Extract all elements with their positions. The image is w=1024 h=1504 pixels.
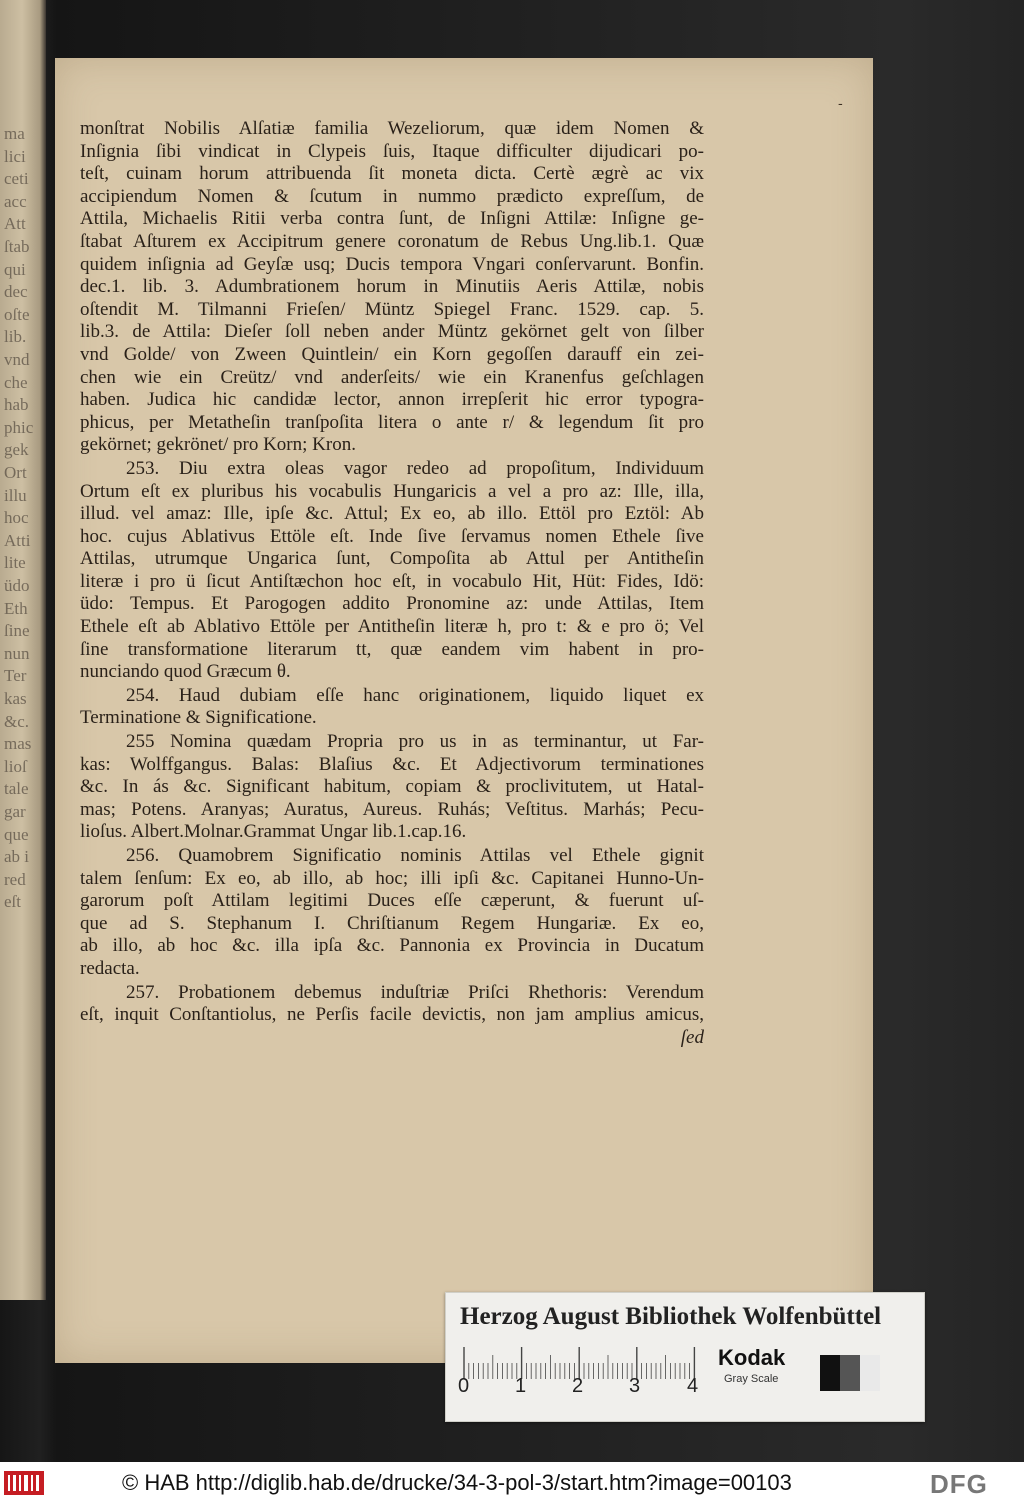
facing-page-fragment: illu xyxy=(4,485,27,505)
facing-page-fragment: eſt xyxy=(4,892,21,912)
facing-page-fragment: Atti xyxy=(4,530,31,550)
facing-page-fragment: ſine xyxy=(4,621,30,641)
library-color-card xyxy=(445,1292,925,1422)
text-line: lib.3. de Attila: Dieſer ſoll neben ander Müntz gekörnet gelt von ſilber xyxy=(80,321,704,343)
facing-page-fragment: dec xyxy=(4,282,28,302)
ruler-numbers xyxy=(458,1375,720,1401)
facing-page-fragment: ma xyxy=(4,124,25,143)
ruler-number-1: 1 xyxy=(515,1375,527,1397)
text-line: que ad S. Stephanum I. Chriſtianum Regem Hungariæ. Ex eo, xyxy=(80,912,704,934)
facing-page-fragment: &c. xyxy=(4,711,30,731)
facing-page-fragment: nun xyxy=(4,643,30,663)
text-line: 257. Probationem debemus induſtriæ Priſci Rhethoris: Verendum xyxy=(126,981,704,1003)
facing-page-fragment: che xyxy=(4,372,28,392)
swatch-light xyxy=(860,1355,880,1391)
gray-swatch xyxy=(820,1355,880,1391)
text-line: Attilas, utrumque Ungarica ſunt, Compoſita ab Attul per Antitheſin xyxy=(80,548,704,570)
text-line: literæ i pro ü ſicut Antiſtæchon hoc eſt, in vocabulo Hit, Hüt: Fides, Idö: xyxy=(80,570,704,592)
facing-page-fragment: qui xyxy=(4,259,26,279)
facing-page-fragment: Att xyxy=(4,214,26,234)
facing-page-fragment: kas xyxy=(4,689,27,708)
facing-page-fragment: gek xyxy=(4,440,29,460)
text-line: Ethele eſt ab Ablativo Ettöle per Antitheſin literæ h, pro t: & e pro ö; Vel xyxy=(80,616,704,638)
text-line: Attila, Michaelis Ritii verba contra ſunt, de Inſigni Attilæ: Inſigne ge- xyxy=(80,208,704,230)
text-line: illud. vel amaz: Ille, ipſe &c. Attul; Ex eo, ab illo. Ettöl pro Eztöl: Ab xyxy=(80,503,704,525)
text-line: gekörnet; gekrönet/ pro Korn; Kron. xyxy=(80,434,356,456)
text-line: oſtendit M. Tilmanni Frieſen/ Müntz Spiegel Franc. 1529. cap. 5. xyxy=(80,298,704,320)
text-line: nunciando quod Græcum θ. xyxy=(80,661,291,683)
facing-page-fragment: tale xyxy=(4,779,29,799)
facing-page-fragment: Ter xyxy=(4,666,27,686)
facing-page-fragment: hoc xyxy=(4,508,29,528)
gray-scale-label: Gray Scale xyxy=(724,1373,779,1385)
text-line: haben. Judica hic candidæ lector, annon irrepſerit hic error typogra- xyxy=(80,389,704,411)
text-line: accipiendum Nomen & ſcutum in nummo prædicto expreſſum, de xyxy=(80,185,704,207)
text-line: ſine transformatione literarum tt, quæ eandem vim habent in pro- xyxy=(80,638,704,660)
text-line: ſtabat Aſturem ex Accipitrum genere coronatum de Rebus Ung.lib.1. Quæ xyxy=(80,230,704,252)
text-line: &c. In ás &c. Significant habitum, copiam & proclivitutem, ut Hatal- xyxy=(80,776,704,798)
swatch-black xyxy=(820,1355,840,1391)
text-line: 256. Quamobrem Significatio nominis Attilas vel Ethele gignit xyxy=(126,845,704,866)
text-line: garorum poſt Attilam legitimi Duces eſſe cæperunt, & fuerunt uſ- xyxy=(80,890,704,912)
kodak-brand: Kodak xyxy=(718,1345,786,1370)
text-line: vnd Golde/ von Zween Quintlein/ ein Korn gegoſſen darauff ein zei- xyxy=(80,343,704,365)
facing-page-fragment: lite xyxy=(4,553,26,573)
text-line: Terminatione & Significatione. xyxy=(80,707,317,729)
facing-page-edge xyxy=(0,0,46,1300)
facing-page-fragment: üdo xyxy=(4,576,30,595)
source-link[interactable]: © HAB http://diglib.hab.de/drucke/34-3-pol-3/start.htm?image=00103 xyxy=(122,1470,792,1495)
facing-page-fragment: lib. xyxy=(4,327,27,347)
dfg-logo: DFG xyxy=(930,1469,988,1499)
facing-page-fragment: ab i xyxy=(4,847,30,867)
facing-page-fragment: ceti xyxy=(4,169,29,189)
text-line: hoc. cujus Ablativus Ettöle eſt. Inde ſive ſervamus nomen Ethele ſive xyxy=(80,525,704,547)
ruler-number-4: 4 xyxy=(687,1375,699,1397)
text-line: lioſus. Albert.Molnar.Grammat Ungar lib.1.cap.16. xyxy=(80,821,467,843)
swatch-dark xyxy=(840,1355,860,1391)
facing-page-fragment: phic xyxy=(4,417,34,437)
text-line: üdo: Tempus. Et Parogogen addito Pronomine az: unde Attilas, Item xyxy=(80,593,704,615)
page-mark: ‑ xyxy=(838,96,843,112)
text-line: quidem inſignia ad Geyſæ usq; Ducis tempora Vngari conſervarunt. Bonfin. xyxy=(80,253,704,275)
facing-page-fragment: ſtab xyxy=(4,237,30,256)
text-line: chen wie ein Creütz/ vnd anderſeits/ wie ein Kranenfus geſchlagen xyxy=(80,366,704,388)
text-line: Ortum eſt ex pluribus his vocabulis Hungaricis a vel a pro az: Ille, illa, xyxy=(80,480,704,502)
text-line: ab illo, ab hoc &c. illa ipſa &c. Pannonia ex Provincia in Ducatum xyxy=(80,935,704,957)
text-line: Inſignia ſibi vindicat in Clypeis ſuis, Itaque difficulter dijudicari po- xyxy=(80,140,704,162)
facing-page-fragment: gar xyxy=(4,802,26,821)
text-line: dec.1. lib. 3. Adumbrationem horum in Minutiis Aeris Attilæ, nobis xyxy=(80,276,704,298)
ruler-number-0: 0 xyxy=(458,1375,470,1397)
text-line: 253. Diu extra oleas vagor redeo ad propoſitum, Individuum xyxy=(126,457,704,479)
text-line: redacta. xyxy=(80,957,140,979)
ruler-scale xyxy=(460,1345,700,1379)
library-name: Herzog August Bibliothek Wolfenbüttel xyxy=(460,1303,882,1330)
facing-page-fragment: acc xyxy=(4,191,27,211)
text-line: 255 Nomina quædam Propria pro us in as terminantur, ut Far- xyxy=(126,731,704,753)
text-line: talem ſenſum: Ex eo, ab illo, ab hoc; illi ipſi &c. Capitanei Hunno-Un- xyxy=(80,867,704,889)
footer-bar xyxy=(0,1462,1024,1504)
text-line: 254. Haud dubiam eſſe hanc originationem, liquido liquet ex xyxy=(126,684,704,706)
text-line: phicus, per Metatheſin tranſpoſita litera o ante r/ & legendum ſit pro xyxy=(80,411,704,433)
facing-page-fragment: hab xyxy=(4,395,29,415)
facing-page-fragment: mas xyxy=(4,734,32,754)
text-line: eſt, inquit Conſtantiolus, ne Perſis facile devictis, non jam amplius amicus, xyxy=(80,1004,704,1026)
text-line: monſtrat Nobilis Alſatiæ familia Wezeliorum, quæ idem Nomen & xyxy=(80,118,704,139)
ruler-number-2: 2 xyxy=(572,1375,584,1397)
facing-page-fragment: lioſ xyxy=(4,756,27,776)
text-line: kas: Wolffgangus. Balas: Blaſius &c. Et Adjectivorum terminationes xyxy=(80,753,704,775)
text-line: ſed xyxy=(680,1026,704,1048)
facing-page-fragment: red xyxy=(4,869,26,889)
facing-page-fragment: vnd xyxy=(4,350,30,369)
text-line: mas; Potens. Aranyas; Auratus, Aureus. Ruhás; Veſtitus. Marhás; Pecu- xyxy=(80,798,704,820)
facing-page-fragment: que xyxy=(4,824,29,844)
ruler-number-3: 3 xyxy=(629,1375,641,1397)
hab-barcode-logo-icon xyxy=(4,1471,44,1495)
page-text xyxy=(80,118,704,1049)
facing-page-fragment: oſte xyxy=(4,304,30,324)
facing-page-fragment: Ort xyxy=(4,463,27,482)
facing-page-fragment: lici xyxy=(4,146,26,166)
facing-page-fragment: Eth xyxy=(4,598,28,618)
text-line: teſt, cuinam horum attribuenda ſit moneta dicta. Certè ægrè ac vix xyxy=(80,163,704,185)
